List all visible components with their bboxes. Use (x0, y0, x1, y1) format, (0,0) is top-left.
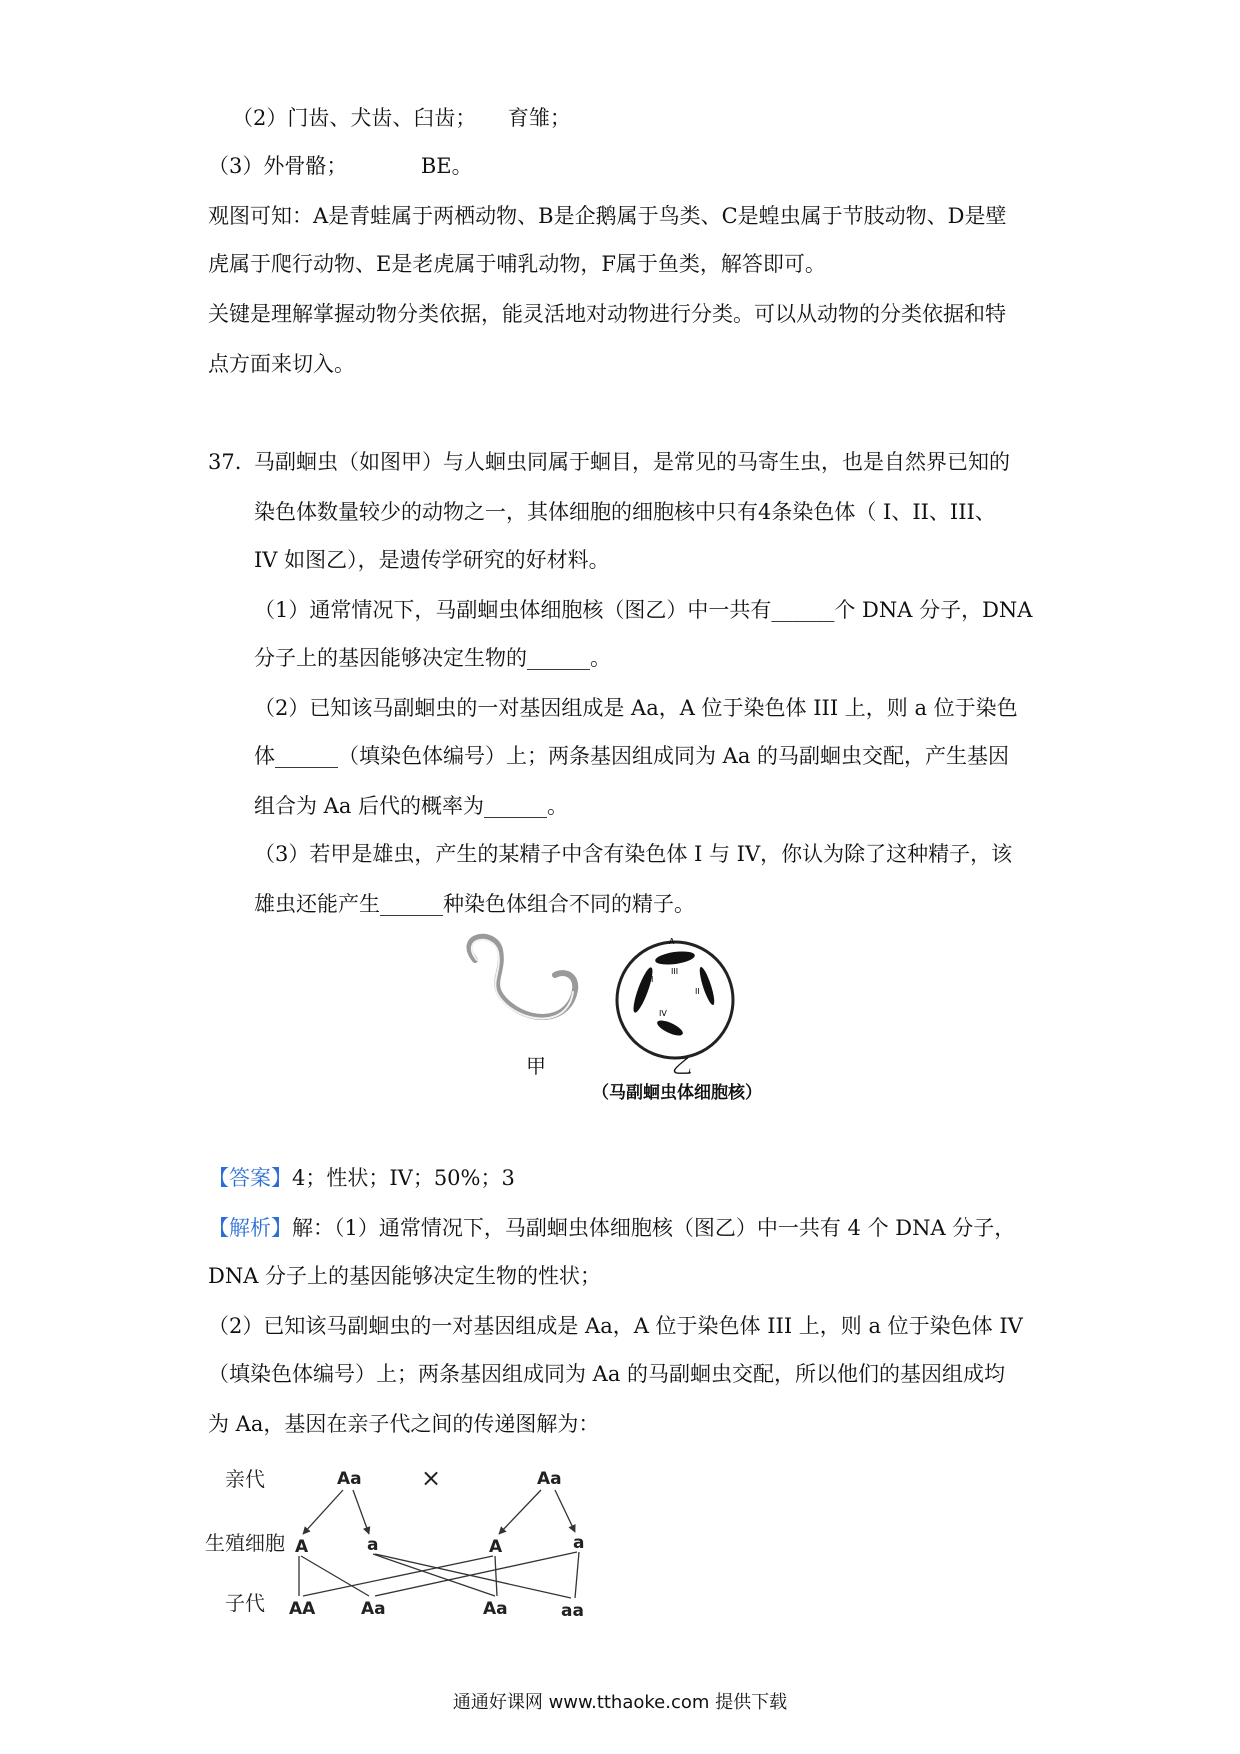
question-number: 37. (208, 450, 242, 474)
analysis-line-5: 为 Aa，基因在亲子代之间的传递图解为： (208, 1412, 600, 1436)
arrow-parent-right-a (555, 1490, 575, 1532)
nucleus-illustration (617, 937, 733, 1058)
cross-line-8 (575, 1552, 579, 1598)
prev-analysis-line-2: 虎属于爬行动物、E是老虎属于哺乳动物，F属于鱼类，解答即可。 (208, 252, 826, 276)
parent-left: Aa (337, 1469, 362, 1489)
cross-line-6 (495, 1556, 497, 1596)
chromosome-IV (655, 1018, 685, 1039)
worm-illustration (469, 937, 575, 1019)
cross-line-2 (301, 1556, 369, 1596)
row-label-offspring: 子代 (225, 1591, 265, 1615)
gamete-1: A (295, 1537, 309, 1557)
arrow-parent-left-a (353, 1490, 369, 1534)
answer-line (208, 1164, 515, 1192)
offspring-4: aa (561, 1601, 584, 1621)
offspring-3: Aa (483, 1599, 508, 1619)
prev-answer-line-3: （3）外骨骼； BE。 (208, 154, 473, 178)
genetic-cross-diagram (205, 1452, 625, 1632)
question-3-line-b: 雄虫还能产生______种染色体组合不同的精子。 (254, 892, 695, 916)
analysis-line-2: DNA 分子上的基因能够决定生物的性状； (208, 1264, 602, 1288)
question-2-line-c: 组合为 Aa 后代的概率为______。 (254, 794, 569, 818)
page-footer: 通通好课网 www.tthaoke.com 提供下载 (452, 1692, 788, 1713)
arrow-parent-left-A (303, 1490, 343, 1534)
offspring-1: AA (289, 1599, 316, 1619)
chrom-label-A: A (669, 937, 675, 946)
gamete-4: a (573, 1533, 585, 1553)
figure-label-yi: 乙 (672, 1054, 692, 1078)
chromosome-III (654, 949, 695, 966)
prev-analysis-line-1: 观图可知：A是青蛙属于两栖动物、B是企鹅属于鸟类、C是蝗虫属于节肢动物、D是壁 (208, 204, 1007, 228)
arrow-parent-right-A (499, 1490, 541, 1534)
figure-label-jia: 甲 (526, 1054, 546, 1078)
answer-bracket-label: 【答案】 (208, 1166, 292, 1190)
chrom-label-IV: IV (659, 1009, 667, 1018)
question-intro-1: 马副蛔虫（如图甲）与人蛔虫同属于蛔目，是常见的马寄生虫，也是自然界已知的 (254, 450, 1010, 474)
cross-symbol: × (421, 1464, 442, 1492)
figure-caption: （马副蛔虫体细胞核） (592, 1083, 762, 1103)
question-1-line-b: 分子上的基因能够决定生物的______。 (254, 646, 611, 670)
analysis-bracket-label: 【解析】 (208, 1216, 292, 1240)
prev-answer-line-2: （2）门齿、犬齿、臼齿； 育雏； (232, 106, 571, 130)
analysis-line-4: （填染色体编号）上；两条基因组成同为 Aa 的马副蛔虫交配，所以他们的基因组成均 (208, 1362, 1006, 1386)
parent-right: Aa (537, 1469, 562, 1489)
chrom-label-I: I (651, 975, 654, 984)
question-intro-2: 染色体数量较少的动物之一，其体细胞的细胞核中只有4条染色体（ I、II、III、 (254, 500, 996, 524)
analysis-text-1: 解：（1）通常情况下，马副蛔虫体细胞核（图乙）中一共有 4 个 DNA 分子， (292, 1216, 1016, 1240)
question-1-line-a: （1）通常情况下，马副蛔虫体细胞核（图乙）中一共有______个 DNA 分子，DNA (254, 598, 1033, 622)
chrom-label-III: III (671, 967, 679, 976)
gamete-3: A (489, 1537, 503, 1557)
question-3-line-a: （3）若甲是雄虫，产生的某精子中含有染色体 I 与 IV，你认为除了这种精子，该 (254, 842, 1013, 866)
prev-key-line-1: 关键是理解掌握动物分类依据，能灵活地对动物进行分类。可以从动物的分类依据和特 (208, 302, 1006, 326)
offspring-2: Aa (361, 1599, 386, 1619)
question-2-line-b: 体______（填染色体编号）上；两条基因组成同为 Aa 的马副蛔虫交配，产生基因 (254, 744, 1010, 768)
figure-worm-and-nucleus (455, 930, 785, 1100)
analysis-line-3: （2）已知该马副蛔虫的一对基因组成是 Aa，A 位于染色体 III 上，则 a 位于染色体 IV (208, 1314, 1023, 1338)
question-intro-3: IV 如图乙），是遗传学研究的好材料。 (254, 548, 610, 572)
question-2-line-a: （2）已知该马副蛔虫的一对基因组成是 Aa，A 位于染色体 III 上，则 a 位于染色 (254, 696, 1018, 720)
chromosome-I (630, 966, 656, 1015)
analysis-line-1 (208, 1214, 1015, 1242)
row-label-parent: 亲代 (225, 1467, 265, 1491)
gamete-2: a (367, 1535, 379, 1555)
chromosome-II (697, 966, 717, 1007)
cross-line-3 (373, 1554, 495, 1596)
row-label-gamete: 生殖细胞 (205, 1531, 285, 1555)
answer-text: 4；性状；IV；50%；3 (292, 1166, 515, 1190)
prev-key-line-2: 点方面来切入。 (208, 352, 355, 376)
chrom-label-II: II (695, 987, 700, 996)
